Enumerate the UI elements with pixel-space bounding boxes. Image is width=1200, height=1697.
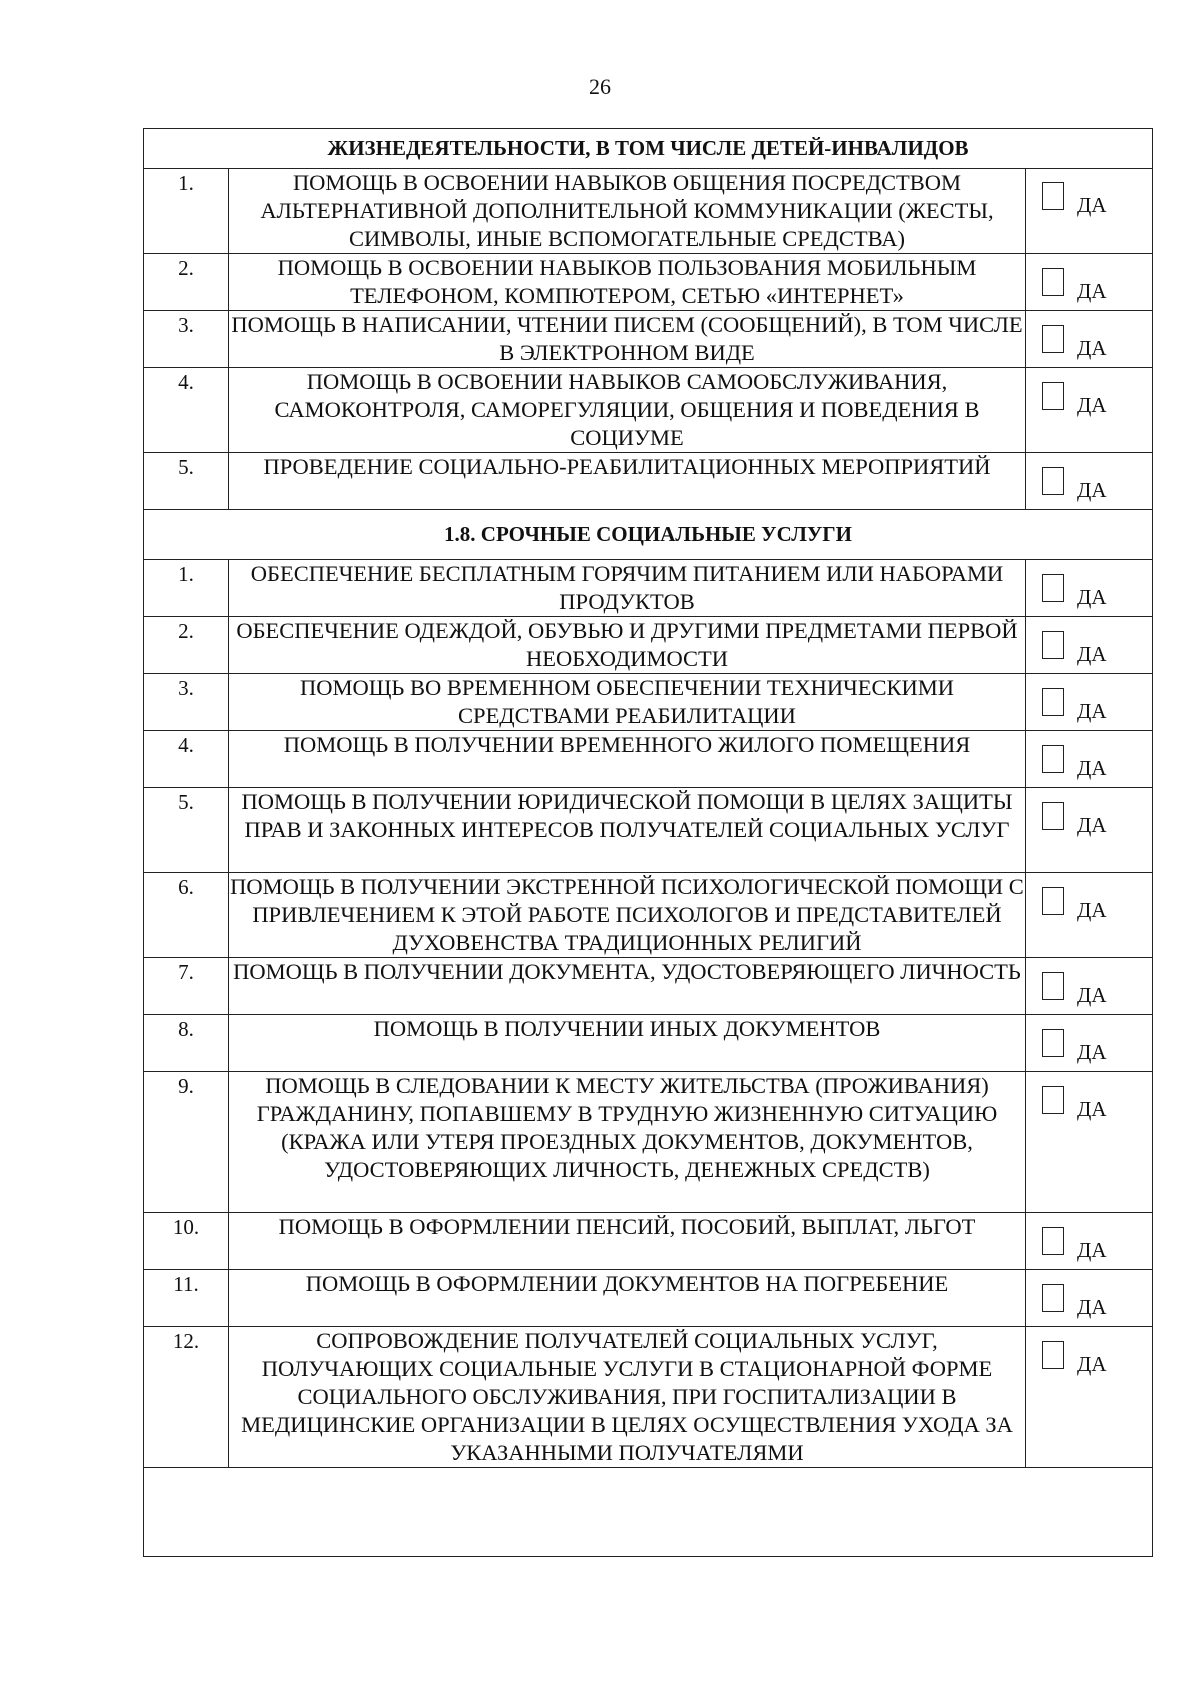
checkbox[interactable] (1042, 1086, 1064, 1114)
checkbox[interactable] (1042, 382, 1064, 410)
option-cell[interactable] (1026, 254, 1153, 311)
table-row (144, 453, 1153, 510)
service-description: ПОМОЩЬ В ОСВОЕНИИ НАВЫКОВ ПОЛЬЗОВАНИЯ МОБИЛЬНЫМ ТЕЛЕФОНОМ, КОМПЮТЕРОМ, СЕТЬЮ «ИНТЕРНЕТ» (229, 254, 1026, 311)
table-row (144, 1213, 1153, 1270)
table-row (144, 560, 1153, 617)
option-label: ДА (1077, 983, 1107, 1007)
option-cell[interactable] (1026, 1213, 1153, 1270)
checkbox[interactable] (1042, 802, 1064, 830)
option-cell[interactable] (1026, 560, 1153, 617)
row-number: 1. (144, 560, 229, 617)
option-label: ДА (1077, 393, 1107, 417)
option-label: ДА (1077, 1097, 1107, 1121)
option-label: ДА (1077, 1352, 1107, 1376)
row-number: 7. (144, 958, 229, 1015)
option-label: ДА (1077, 1295, 1107, 1319)
option-cell[interactable] (1026, 674, 1153, 731)
row-number: 2. (144, 617, 229, 674)
option-cell[interactable] (1026, 1015, 1153, 1072)
checkbox[interactable] (1042, 574, 1064, 602)
service-description: ОБЕСПЕЧЕНИЕ БЕСПЛАТНЫМ ГОРЯЧИМ ПИТАНИЕМ ИЛИ НАБОРАМИ ПРОДУКТОВ (229, 560, 1026, 617)
option-label: ДА (1077, 813, 1107, 837)
page-number: 26 (589, 74, 611, 99)
option-cell[interactable] (1026, 1072, 1153, 1213)
service-description: ПОМОЩЬ В ПОЛУЧЕНИИ ИНЫХ ДОКУМЕНТОВ (229, 1015, 1026, 1072)
row-number: 4. (144, 731, 229, 788)
option-cell[interactable] (1026, 788, 1153, 873)
option-cell[interactable] (1026, 873, 1153, 958)
service-description: ПРОВЕДЕНИЕ СОЦИАЛЬНО-РЕАБИЛИТАЦИОННЫХ МЕРОПРИЯТИЙ (229, 453, 1026, 510)
service-description: ПОМОЩЬ В ПОЛУЧЕНИИ ЮРИДИЧЕСКОЙ ПОМОЩИ В ЦЕЛЯХ ЗАЩИТЫ ПРАВ И ЗАКОННЫХ ИНТЕРЕСОВ ПОЛУЧАТЕЛЕЙ СОЦИАЛЬНЫХ УСЛУГ (229, 788, 1026, 873)
services-form-table (143, 128, 1153, 1557)
row-number: 4. (144, 368, 229, 453)
option-cell[interactable] (1026, 958, 1153, 1015)
row-number: 8. (144, 1015, 229, 1072)
table-row (144, 311, 1153, 368)
row-number: 5. (144, 453, 229, 510)
option-label: ДА (1077, 699, 1107, 723)
option-label: ДА (1077, 585, 1107, 609)
section-header (144, 129, 1153, 169)
option-cell[interactable] (1026, 617, 1153, 674)
service-description: ПОМОЩЬ В ОФОРМЛЕНИИ ДОКУМЕНТОВ НА ПОГРЕБЕНИЕ (229, 1270, 1026, 1327)
row-number: 1. (144, 169, 229, 254)
section-title: ЖИЗНЕДЕЯТЕЛЬНОСТИ, В ТОМ ЧИСЛЕ ДЕТЕЙ-ИНВАЛИДОВ (144, 129, 1153, 169)
option-cell[interactable] (1026, 453, 1153, 510)
table-row (144, 731, 1153, 788)
checkbox[interactable] (1042, 268, 1064, 296)
checkbox[interactable] (1042, 182, 1064, 210)
row-number: 12. (144, 1327, 229, 1468)
service-description: ПОМОЩЬ В СЛЕДОВАНИИ К МЕСТУ ЖИТЕЛЬСТВА (ПРОЖИВАНИЯ) ГРАЖДАНИНУ, ПОПАВШЕМУ В ТРУДНУЮ ЖИЗНЕННУЮ СИТУАЦИЮ (КРАЖА ИЛИ УТЕРЯ ПРОЕЗДНЫХ ДОКУМЕНТОВ, ДОКУМЕНТОВ, УДОСТОВЕРЯЮЩИХ ЛИЧНОСТЬ, ДЕНЕЖНЫХ СРЕДСТВ) (229, 1072, 1026, 1213)
table-row (144, 169, 1153, 254)
checkbox[interactable] (1042, 1227, 1064, 1255)
service-description: ОБЕСПЕЧЕНИЕ ОДЕЖДОЙ, ОБУВЬЮ И ДРУГИМИ ПРЕДМЕТАМИ ПЕРВОЙ НЕОБХОДИМОСТИ (229, 617, 1026, 674)
row-number: 11. (144, 1270, 229, 1327)
checkbox[interactable] (1042, 745, 1064, 773)
row-number: 6. (144, 873, 229, 958)
table-row (144, 674, 1153, 731)
option-label: ДА (1077, 478, 1107, 502)
checkbox[interactable] (1042, 688, 1064, 716)
checkbox[interactable] (1042, 887, 1064, 915)
row-number: 9. (144, 1072, 229, 1213)
row-number: 3. (144, 311, 229, 368)
row-number: 3. (144, 674, 229, 731)
table-row (144, 254, 1153, 311)
checkbox[interactable] (1042, 1284, 1064, 1312)
checkbox[interactable] (1042, 467, 1064, 495)
option-label: ДА (1077, 1040, 1107, 1064)
table-row (144, 617, 1153, 674)
option-label: ДА (1077, 642, 1107, 666)
section-header (144, 510, 1153, 560)
service-description: ПОМОЩЬ В ПОЛУЧЕНИИ ДОКУМЕНТА, УДОСТОВЕРЯЮЩЕГО ЛИЧНОСТЬ (229, 958, 1026, 1015)
row-number: 2. (144, 254, 229, 311)
option-label: ДА (1077, 756, 1107, 780)
option-label: ДА (1077, 1238, 1107, 1262)
checkbox[interactable] (1042, 631, 1064, 659)
option-cell[interactable] (1026, 1270, 1153, 1327)
service-description: СОПРОВОЖДЕНИЕ ПОЛУЧАТЕЛЕЙ СОЦИАЛЬНЫХ УСЛУГ, ПОЛУЧАЮЩИХ СОЦИАЛЬНЫЕ УСЛУГИ В СТАЦИОНАРНОЙ ФОРМЕ СОЦИАЛЬНОГО ОБСЛУЖИВАНИЯ, ПРИ ГОСПИТАЛИЗАЦИИ В МЕДИЦИНСКИЕ ОРГАНИЗАЦИИ В ЦЕЛЯХ ОСУЩЕСТВЛЕНИЯ УХОДА ЗА УКАЗАННЫМИ ПОЛУЧАТЕЛЯМИ (229, 1327, 1026, 1468)
row-number: 5. (144, 788, 229, 873)
table-row (144, 873, 1153, 958)
option-label: ДА (1077, 898, 1107, 922)
section-title: 1.8. СРОЧНЫЕ СОЦИАЛЬНЫЕ УСЛУГИ (144, 510, 1153, 560)
option-cell[interactable] (1026, 311, 1153, 368)
service-description: ПОМОЩЬ В НАПИСАНИИ, ЧТЕНИИ ПИСЕМ (СООБЩЕНИЙ), В ТОМ ЧИСЛЕ В ЭЛЕКТРОННОМ ВИДЕ (229, 311, 1026, 368)
table-row (144, 958, 1153, 1015)
service-description: ПОМОЩЬ ВО ВРЕМЕННОМ ОБЕСПЕЧЕНИИ ТЕХНИЧЕСКИМИ СРЕДСТВАМИ РЕАБИЛИТАЦИИ (229, 674, 1026, 731)
checkbox[interactable] (1042, 325, 1064, 353)
service-description: ПОМОЩЬ В ОСВОЕНИИ НАВЫКОВ ОБЩЕНИЯ ПОСРЕДСТВОМ АЛЬТЕРНАТИВНОЙ ДОПОЛНИТЕЛЬНОЙ КОММУНИКАЦИИ (ЖЕСТЫ, СИМВОЛЫ, ИНЫЕ ВСПОМОГАТЕЛЬНЫЕ СРЕДСТВА) (229, 169, 1026, 254)
row-number: 10. (144, 1213, 229, 1270)
option-label: ДА (1077, 279, 1107, 303)
table-row (144, 368, 1153, 453)
empty-cell (144, 1468, 1153, 1557)
service-description: ПОМОЩЬ В ОФОРМЛЕНИИ ПЕНСИЙ, ПОСОБИЙ, ВЫПЛАТ, ЛЬГОТ (229, 1213, 1026, 1270)
option-label: ДА (1077, 336, 1107, 360)
checkbox[interactable] (1042, 972, 1064, 1000)
checkbox[interactable] (1042, 1341, 1064, 1369)
table-row (144, 1270, 1153, 1327)
table-row (144, 1327, 1153, 1468)
option-label: ДА (1077, 193, 1107, 217)
option-cell[interactable] (1026, 1327, 1153, 1468)
service-description: ПОМОЩЬ В ОСВОЕНИИ НАВЫКОВ САМООБСЛУЖИВАНИЯ, САМОКОНТРОЛЯ, САМОРЕГУЛЯЦИИ, ОБЩЕНИЯ И ПОВЕДЕНИЯ В СОЦИУМЕ (229, 368, 1026, 453)
service-description: ПОМОЩЬ В ПОЛУЧЕНИИ ВРЕМЕННОГО ЖИЛОГО ПОМЕЩЕНИЯ (229, 731, 1026, 788)
option-cell[interactable] (1026, 169, 1153, 254)
option-cell[interactable] (1026, 368, 1153, 453)
checkbox[interactable] (1042, 1029, 1064, 1057)
option-cell[interactable] (1026, 731, 1153, 788)
table-row (144, 788, 1153, 873)
service-description: ПОМОЩЬ В ПОЛУЧЕНИИ ЭКСТРЕННОЙ ПСИХОЛОГИЧЕСКОЙ ПОМОЩИ С ПРИВЛЕЧЕНИЕМ К ЭТОЙ РАБОТЕ ПСИХОЛОГОВ И ПРЕДСТАВИТЕЛЕЙ ДУХОВЕНСТВА ТРАДИЦИОННЫХ РЕЛИГИЙ (229, 873, 1026, 958)
table-row (144, 1072, 1153, 1213)
table-row (144, 1015, 1153, 1072)
empty-row (144, 1468, 1153, 1557)
